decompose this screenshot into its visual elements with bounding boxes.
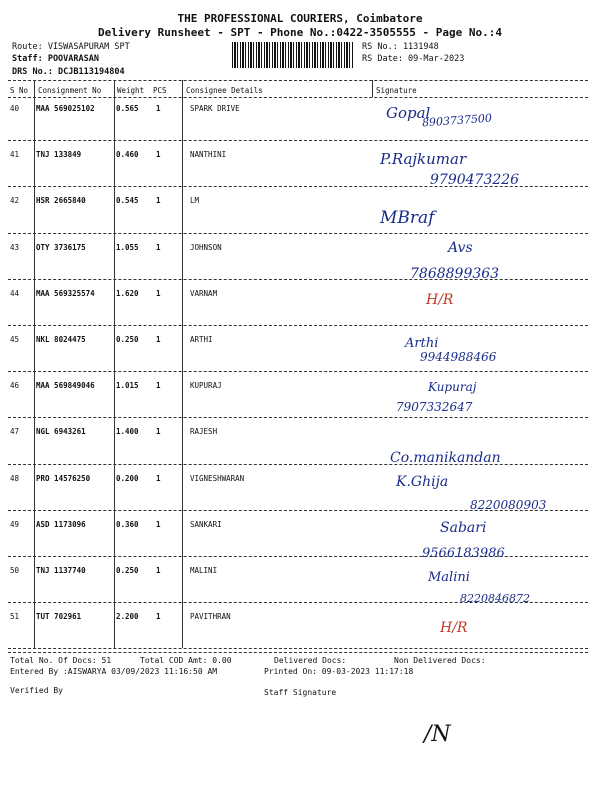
row-consignment: OTY 3736175 [36, 242, 86, 252]
row-pcs: 1 [156, 473, 161, 483]
row-consignment: ASD 1173096 [36, 519, 86, 529]
handwritten-signature: Avs [448, 240, 473, 256]
row-consignee: NANTHINI [190, 150, 227, 160]
row-divider [8, 279, 588, 280]
handwritten-phone: 8220080903 [470, 498, 547, 512]
handwritten-phone: 8903737500 [421, 111, 493, 130]
col-header-consignee: Consignee Details [186, 86, 263, 95]
row-weight: 0.460 [116, 150, 139, 160]
row-weight: 1.620 [116, 288, 139, 298]
row-weight: 0.565 [116, 104, 139, 113]
handwritten-signature: P.Rajkumar [380, 150, 467, 168]
drs-number: DRS No.: DCJB113194804 [12, 67, 125, 77]
handwritten-signature: Gopal [386, 104, 431, 122]
row-consignment: TNJ 1137740 [36, 566, 86, 575]
row-consignee: ARTHI [190, 335, 213, 344]
row-pcs: 1 [156, 150, 161, 160]
row-sno: 49 [10, 519, 20, 529]
route-label: Route: VISWASAPURAM SPT [12, 42, 130, 52]
row-pcs: 1 [156, 335, 161, 344]
row-weight: 0.360 [116, 519, 139, 529]
col-header-weight: Weight [117, 86, 145, 95]
divider [8, 652, 588, 653]
row-weight: 0.200 [116, 473, 139, 483]
handwritten-signature: Kupuraj [428, 380, 477, 394]
col-header-consignment: Consignment No [38, 86, 102, 95]
row-sno: 47 [10, 427, 20, 437]
column-divider [34, 80, 35, 648]
row-sno: 41 [10, 150, 20, 160]
staff-label: Staff: POOVARASAN [12, 54, 99, 64]
total-docs: Total No. Of Docs: 51 [10, 656, 112, 665]
row-pcs: 1 [156, 381, 161, 391]
handwritten-signature: Arthi [405, 336, 439, 351]
row-weight: 0.250 [116, 566, 139, 575]
row-sno: 42 [10, 196, 20, 206]
row-divider [8, 464, 588, 465]
row-consignee: RAJESH [190, 427, 218, 437]
printed-on: Printed On: 09-03-2023 11:17:18 [264, 667, 414, 676]
row-pcs: 1 [156, 288, 161, 298]
divider [8, 80, 588, 81]
barcode [232, 42, 354, 68]
total-cod: Total COD Amt: 0.00 [140, 656, 232, 665]
row-divider [8, 371, 588, 372]
row-pcs: 1 [156, 196, 161, 206]
row-consignment: TUT 702961 [36, 612, 82, 622]
col-header-sno: S No [10, 86, 29, 95]
row-consignee: SANKARI [190, 519, 222, 529]
row-weight: 1.055 [116, 242, 139, 252]
row-consignee: LM [190, 196, 200, 206]
row-consignment: NGL 6943261 [36, 427, 86, 437]
col-header-signature: Signature [376, 86, 417, 95]
handwritten-signature: Co.manikandan [390, 450, 501, 466]
handwritten-phone: 9790473226 [430, 172, 520, 188]
handwritten-phone: 8220846872 [460, 592, 530, 605]
row-divider [8, 233, 588, 234]
handwritten-phone: 7907332647 [396, 400, 473, 414]
page-subtitle: Delivery Runsheet - SPT - Phone No.:0422-3505555 - Page No.:4 [98, 26, 502, 39]
row-consignee: JOHNSON [190, 242, 222, 252]
handwritten-signature: Malini [428, 570, 470, 585]
handwritten-signature: K.Ghija [396, 474, 449, 490]
row-consignee: VIGNESHWARAN [190, 473, 245, 483]
row-pcs: 1 [156, 519, 161, 529]
row-pcs: 1 [156, 242, 161, 252]
row-consignee: SPARK DRIVE [190, 104, 240, 113]
non-delivered-docs: Non Delivered Docs: [394, 656, 486, 665]
row-consignee: VARNAM [190, 288, 218, 298]
row-consignment: TNJ 133849 [36, 150, 82, 160]
row-sno: 48 [10, 473, 20, 483]
row-sno: 40 [10, 104, 20, 113]
row-sno: 43 [10, 242, 20, 252]
row-sno: 45 [10, 335, 20, 344]
handwritten-mark: /N [424, 722, 451, 747]
handwritten-note: H/R [440, 620, 468, 636]
row-consignment: NKL 8024475 [36, 335, 86, 344]
row-divider [8, 325, 588, 326]
col-header-pcs: PCS [153, 86, 167, 95]
row-sno: 51 [10, 612, 20, 622]
row-consignment: MAA 569325574 [36, 288, 95, 298]
row-pcs: 1 [156, 104, 161, 113]
row-weight: 1.015 [116, 381, 139, 391]
delivered-docs: Delivered Docs: [274, 656, 347, 665]
row-weight: 0.545 [116, 196, 139, 206]
column-divider [114, 80, 115, 648]
row-pcs: 1 [156, 427, 161, 437]
handwritten-phone: 9944988466 [420, 350, 497, 364]
rs-number: RS No.: 1131948 [362, 42, 439, 52]
row-pcs: 1 [156, 566, 161, 575]
row-consignment: MAA 569849046 [36, 381, 95, 391]
row-consignment: PRO 14576250 [36, 473, 91, 483]
row-divider [8, 417, 588, 418]
row-sno: 46 [10, 381, 20, 391]
row-consignee: KUPURAJ [190, 381, 222, 391]
row-divider [8, 140, 588, 141]
row-sno: 44 [10, 288, 20, 298]
row-consignee: PAVITHRAN [190, 612, 231, 622]
divider [8, 97, 588, 98]
staff-signature: Staff Signature [264, 688, 337, 697]
row-weight: 1.400 [116, 427, 139, 437]
handwritten-phone: 9566183986 [422, 546, 505, 561]
row-consignment: MAA 569025102 [36, 104, 95, 113]
handwritten-note: H/R [426, 292, 454, 308]
entered-by: Entered By :AISWARYA 03/09/2023 11:16:50 AM [10, 667, 218, 676]
row-divider [8, 648, 588, 649]
handwritten-signature: MBraf [380, 208, 435, 228]
row-pcs: 1 [156, 612, 161, 622]
row-consignee: MALINI [190, 566, 218, 575]
row-weight: 2.200 [116, 612, 139, 622]
verified-by: Verified By [10, 686, 63, 695]
rs-date: RS Date: 09-Mar-2023 [362, 54, 465, 64]
handwritten-signature: Sabari [440, 520, 487, 536]
handwritten-phone: 7868899363 [410, 266, 500, 282]
column-divider [182, 80, 183, 648]
page-title: THE PROFESSIONAL COURIERS, Coimbatore [177, 12, 423, 25]
row-sno: 50 [10, 566, 20, 575]
column-divider [372, 80, 373, 97]
row-weight: 0.250 [116, 335, 139, 344]
row-consignment: HSR 2665840 [36, 196, 86, 206]
